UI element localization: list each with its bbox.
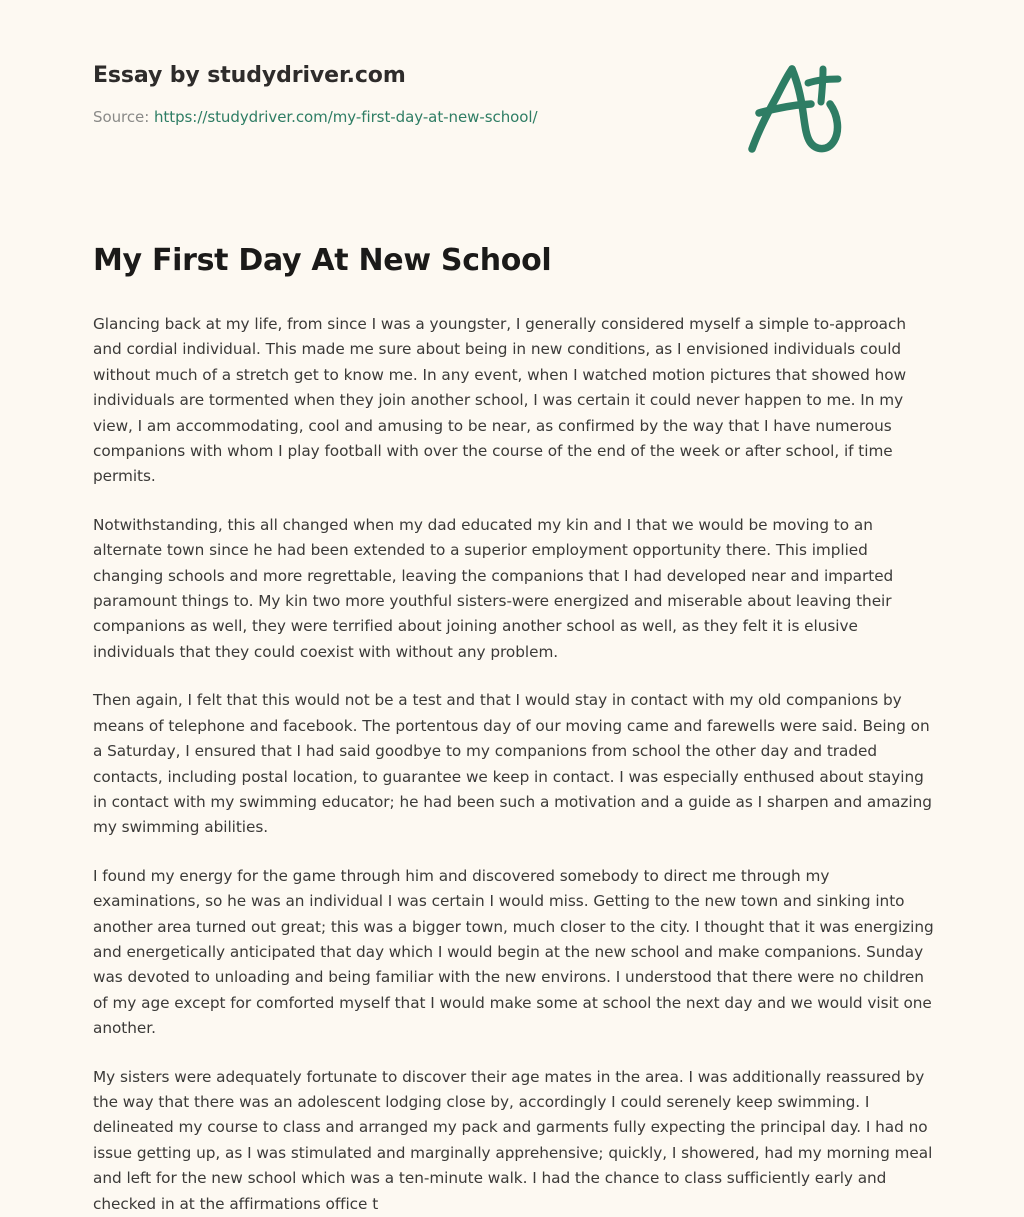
paragraph: My sisters were adequately fortunate to discover their age mates in the area. I was additionally reassured by the way that there was an adolescent lodging close by, accordingly I could serenely keep swimming. I delineated my course to class and arranged my pack and garments fully expecting the principal day. I had no issue getting up, as I was stimulated and marginally apprehensive; quickly, I showered, had my morning meal and left for the new school which was a ten-minute walk. I had the chance to class sufficiently early and checked in at the affirmations office t — [93, 1067, 933, 1213]
paragraph: Then again, I felt that this would not be a test and that I would stay in contact with my old companions by means of telephone and facebook. The portentous day of our moving came and farewells were said. Being on a Saturday, I ensured that I had said goodbye to my companions from school the other day and traded contacts, including postal location, to guarantee we keep in contact. I was especially enthused about staying in contact with my swimming educator; he had been such a motivation and a guide as I sharpen and amazing my swimming abilities. — [93, 691, 932, 837]
essay-body — [93, 279, 938, 1217]
a-plus-icon — [737, 52, 857, 162]
studydriver-logo[interactable] — [737, 52, 857, 162]
source-url-link[interactable]: https://studydriver.com/my-first-day-at-new-school/ — [153, 107, 538, 126]
paragraph: Glancing back at my life, from since I was a youngster, I generally considered myself a simple to-approach and cordial individual. This made me sure about being in new conditions, as I envisioned individuals could without much of a stretch get to know me. In any event, when I watched motion pictures that showed how individuals are tormented when they join another school, I was certain it could never happen to me. In my view, I am accommodating, cool and amusing to be near, as confirmed by the way that I have numerous companions with whom I play football with over the course of the end of the week or after school, if time permits. — [93, 315, 907, 486]
source-label: Source: — [93, 107, 150, 126]
paragraph: Notwithstanding, this all changed when my dad educated my kin and I that we would be moving to an alternate town since he had been extended to a superior employment opportunity there. This implied changing schools and more regrettable, leaving the companions that I had developed near and imparted paramount things to. My kin two more youthful sisters-were energized and miserable about leaving their companions as well, they were terrified about joining another school as well, as they felt it is elusive individuals that they could coexist with without any problem. — [93, 515, 894, 661]
page-header — [93, 0, 931, 130]
paragraph: I found my energy for the game through him and discovered somebody to direct me through my examinations, so he was an individual I was certain I would miss. Getting to the new town and sinking into another area turned out great; this was a bigger town, much closer to the city. I thought that it was energizing and energetically anticipated that day which I would begin at the new school and make companions. Sunday was devoted to unloading and being familiar with the new environs. I understood that there were no children of my age except for comforted myself that I would make some at school the next day and we would visit one another. — [93, 866, 934, 1038]
page-title: My First Day At New School — [93, 243, 552, 278]
brand-title: Essay by studydriver.com — [93, 63, 406, 88]
